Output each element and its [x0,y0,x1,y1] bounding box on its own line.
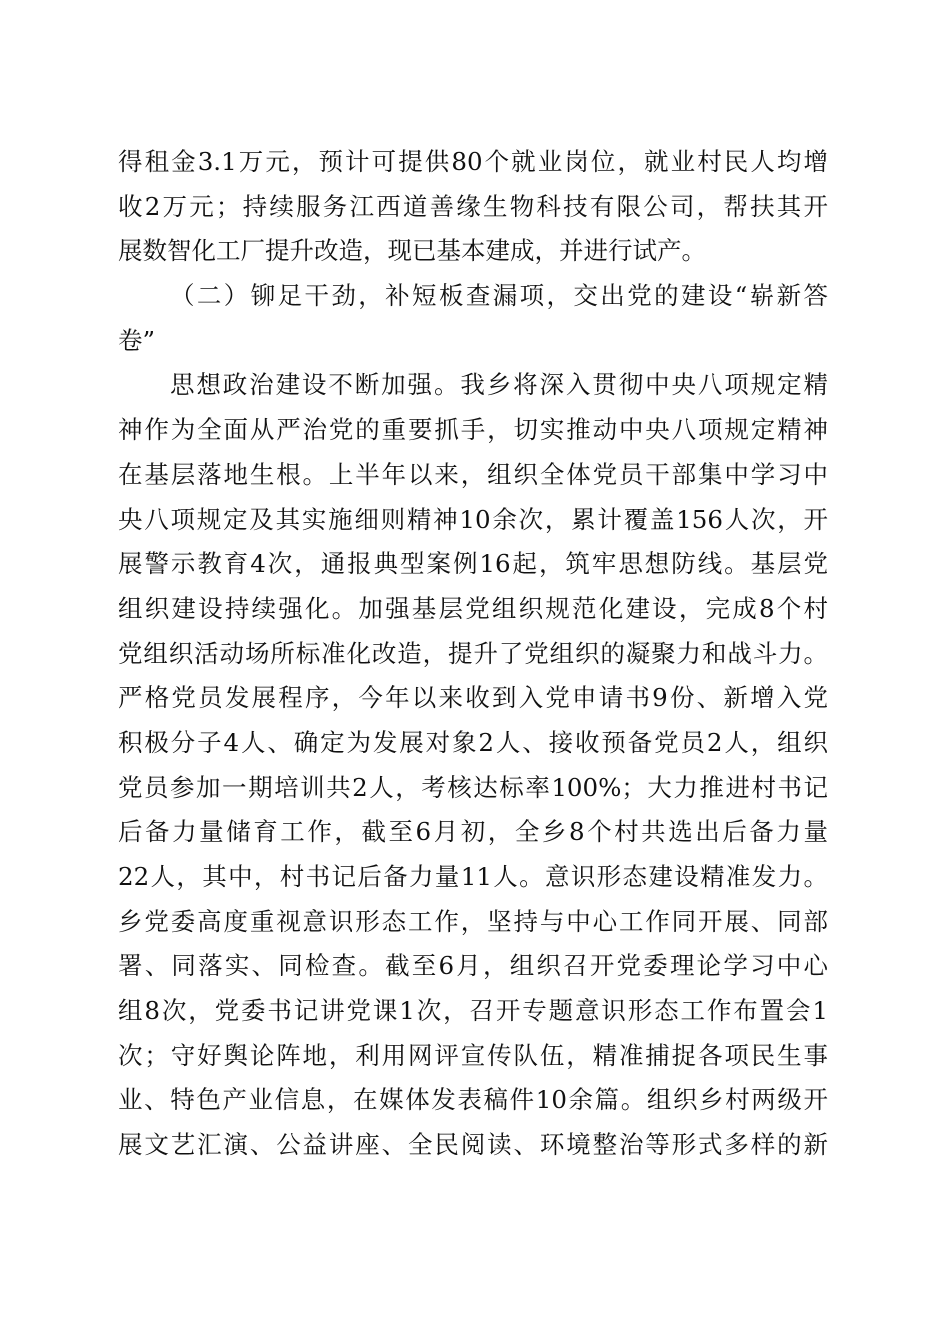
text-line: （二）铆足干劲，补短板查漏项，交出党的建设“崭新答 [170,281,828,311]
text-line: 党组织活动场所标准化改造，提升了党组织的凝聚力和战斗力。 [118,638,828,668]
text-line: 次；守好舆论阵地，利用网评宣传队伍，精准捕捉各项民生事 [118,1040,828,1070]
text-line: 在基层落地生根。上半年以来，组织全体党员干部集中学习中 [118,459,828,489]
text-line: 展数智化工厂提升改造，现已基本建成，并进行试产。 [118,236,706,266]
text-line: 展警示教育4次，通报典型案例16起，筑牢思想防线。基层党 [118,549,828,579]
text-line: 22人，其中，村书记后备力量11人。意识形态建设精准发力。 [118,862,828,891]
text-line: 署、同落实、同检查。截至6月，组织召开党委理论学习中心 [118,951,828,981]
text-line: 展文艺汇演、公益讲座、全民阅读、环境整治等形式多样的新 [118,1130,828,1160]
text-line: 乡党委高度重视意识形态工作，坚持与中心工作同开展、同部 [118,906,828,936]
text-line: 后备力量储育工作，截至6月初，全乡8个村共选出后备力量 [118,817,828,847]
text-line: 业、特色产业信息，在媒体发表稿件10余篇。组织乡村两级开 [118,1085,828,1115]
text-line: 卷” [118,325,156,355]
text-line: 收2万元；持续服务江西道善缘生物科技有限公司，帮扶其开 [118,191,828,221]
text-line: 组织建设持续强化。加强基层党组织规范化建设，完成8个村 [118,593,828,623]
text-line: 央八项规定及其实施细则精神10余次，累计覆盖156人次，开 [118,504,828,534]
body-text [118,140,828,1168]
text-line: 积极分子4人、确定为发展对象2人、接收预备党员2人，组织 [118,727,828,757]
text-line: 思想政治建设不断加强。我乡将深入贯彻中央八项规定精 [170,370,828,400]
text-line: 党员参加一期培训共2人，考核达标率100%；大力推进村书记 [118,772,828,802]
text-line: 组8次，党委书记讲党课1次，召开专题意识形态工作布置会1 [118,996,828,1026]
text-line: 得租金3.1万元，预计可提供80个就业岗位，就业村民人均增 [118,147,828,176]
text-line: 神作为全面从严治党的重要抓手，切实推动中央八项规定精神 [118,415,828,445]
text-line: 严格党员发展程序，今年以来收到入党申请书9份、新增入党 [118,683,828,713]
